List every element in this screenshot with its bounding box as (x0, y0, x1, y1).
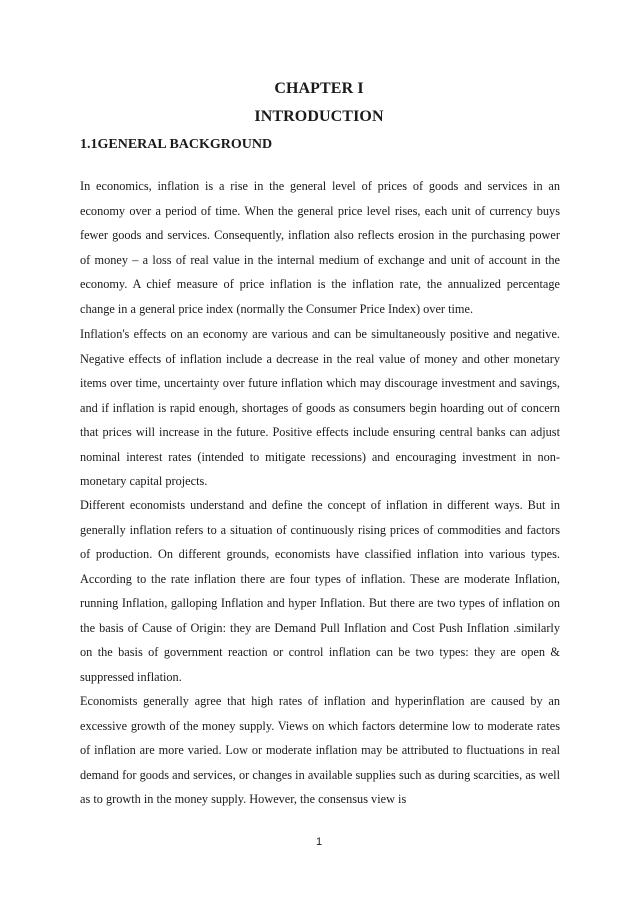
chapter-number: CHAPTER I (274, 80, 364, 97)
paragraph: Different economists understand and define the concept of inflation in different ways. But in generally inflation refers to a situation of continuously rising prices of commodities and factors of production. On different grounds, economists have classified inflation into various types. According to the rate inflation there are four types of inflation. These are moderate Inflation, running Inflation, galloping Inflation and hyper Inflation. But there are two types of inflation on the basis of Cause of Origin: they are Demand Pull Inflation and Cost Push Inflation .similarly on the basis of government reaction or control inflation can be two types: they are open & suppressed inflation. (80, 498, 560, 684)
paragraph: Inflation's effects on an economy are various and can be simultaneously positive and negative. Negative effects of inflation include a decrease in the real value of money and other monetary items over time, uncertainty over future inflation which may discourage investment and savings, and if inflation is rapid enough, shortages of goods as consumers begin hoarding out of concern that prices will increase in the future. Positive effects include ensuring central banks can adjust nominal interest rates (intended to mitigate recessions) and encouraging investment in non-monetary capital projects. (80, 327, 560, 488)
paragraph: In economics, inflation is a rise in the general level of prices of goods and services in an economy over a period of time. When the general price level rises, each unit of currency buys fewer goods and services. Consequently, inflation also reflects erosion in the purchasing power of money – a loss of real value in the internal medium of exchange and unit of account in the economy. A chief measure of price inflation is the inflation rate, the annualized percentage change in a general price index (normally the Consumer Price Index) over time. (80, 179, 560, 316)
chapter-title: INTRODUCTION (254, 108, 384, 125)
paragraph: Economists generally agree that high rates of inflation and hyperinflation are caused by an excessive growth of the money supply. Views on which factors determine low to moderate rates of inflation are more varied. Low or moderate inflation may be attributed to fluctuations in real demand for goods and services, or changes in available supplies such as during scarcities, as well as to growth in the money supply. However, the consensus view is (80, 694, 560, 806)
section-heading: 1.1GENERAL BACKGROUND (80, 137, 273, 152)
page-number: 1 (315, 836, 323, 848)
